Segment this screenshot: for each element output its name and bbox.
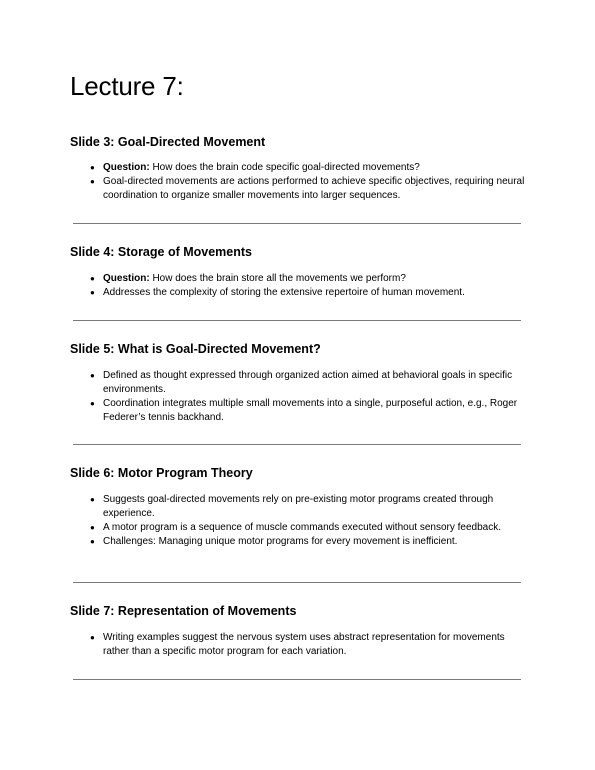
bullet-icon: ● — [90, 537, 95, 546]
divider — [73, 582, 521, 583]
bullet-icon: ● — [90, 177, 95, 186]
section-slide-7 — [70, 603, 525, 659]
bullet-list — [70, 631, 525, 659]
list-item — [70, 397, 525, 425]
list-item — [70, 286, 525, 300]
bullet-label: Question: — [103, 273, 150, 284]
section-slide-6 — [70, 465, 525, 549]
divider — [73, 320, 521, 321]
section-heading: Slide 3: Goal-Directed Movement — [70, 135, 266, 149]
bullet-text: Suggests goal-directed movements rely on pre-existing motor programs created through experience. — [103, 494, 494, 519]
bullet-text: Defined as thought expressed through organized action aimed at behavioral goals in specific environments. — [103, 370, 513, 395]
section-heading: Slide 7: Representation of Movements — [70, 604, 297, 618]
list-item — [70, 521, 525, 535]
list-item — [70, 272, 525, 286]
page-title: Lecture 7: — [70, 71, 184, 101]
bullet-text: Challenges: Managing unique motor programs for every movement is inefficient. — [103, 536, 458, 547]
divider — [73, 679, 521, 680]
list-item — [70, 631, 525, 659]
section-slide-3 — [70, 134, 525, 203]
bullet-icon: ● — [90, 523, 95, 532]
bullet-text: Goal-directed movements are actions performed to achieve specific objectives, requiring neural coordination to organize smaller movements into larger sequences. — [103, 176, 525, 201]
bullet-icon: ● — [90, 633, 95, 642]
section-slide-4 — [70, 244, 525, 300]
section-slide-5 — [70, 341, 525, 425]
bullet-icon: ● — [90, 399, 95, 408]
bullet-text: Addresses the complexity of storing the extensive repertoire of human movement. — [103, 287, 465, 298]
bullet-text: Writing examples suggest the nervous system uses abstract representation for movements rather than a specific motor program for each variation. — [103, 632, 505, 657]
bullet-icon: ● — [90, 495, 95, 504]
section-heading: Slide 5: What is Goal-Directed Movement? — [70, 342, 321, 356]
bullet-icon: ● — [90, 288, 95, 297]
bullet-icon: ● — [90, 163, 95, 172]
section-heading: Slide 6: Motor Program Theory — [70, 466, 253, 480]
list-item — [70, 161, 525, 175]
bullet-text: How does the brain store all the movements we perform? — [149, 273, 406, 284]
list-item — [70, 369, 525, 397]
bullet-label: Question: — [103, 162, 150, 173]
list-item — [70, 535, 525, 549]
list-item — [70, 175, 525, 203]
bullet-list — [70, 369, 525, 425]
bullet-icon: ● — [90, 371, 95, 380]
list-item — [70, 493, 525, 521]
section-heading: Slide 4: Storage of Movements — [70, 245, 252, 259]
bullet-list — [70, 272, 525, 300]
bullet-icon: ● — [90, 274, 95, 283]
bullet-text: How does the brain code specific goal-directed movements? — [149, 162, 420, 173]
divider — [73, 223, 521, 224]
bullet-text: Coordination integrates multiple small movements into a single, purposeful action, e.g., Roger Federer’s tennis backhand. — [103, 398, 518, 423]
bullet-list — [70, 161, 525, 203]
divider — [73, 444, 521, 445]
bullet-text: A motor program is a sequence of muscle commands executed without sensory feedback. — [103, 522, 501, 533]
bullet-list — [70, 493, 525, 549]
